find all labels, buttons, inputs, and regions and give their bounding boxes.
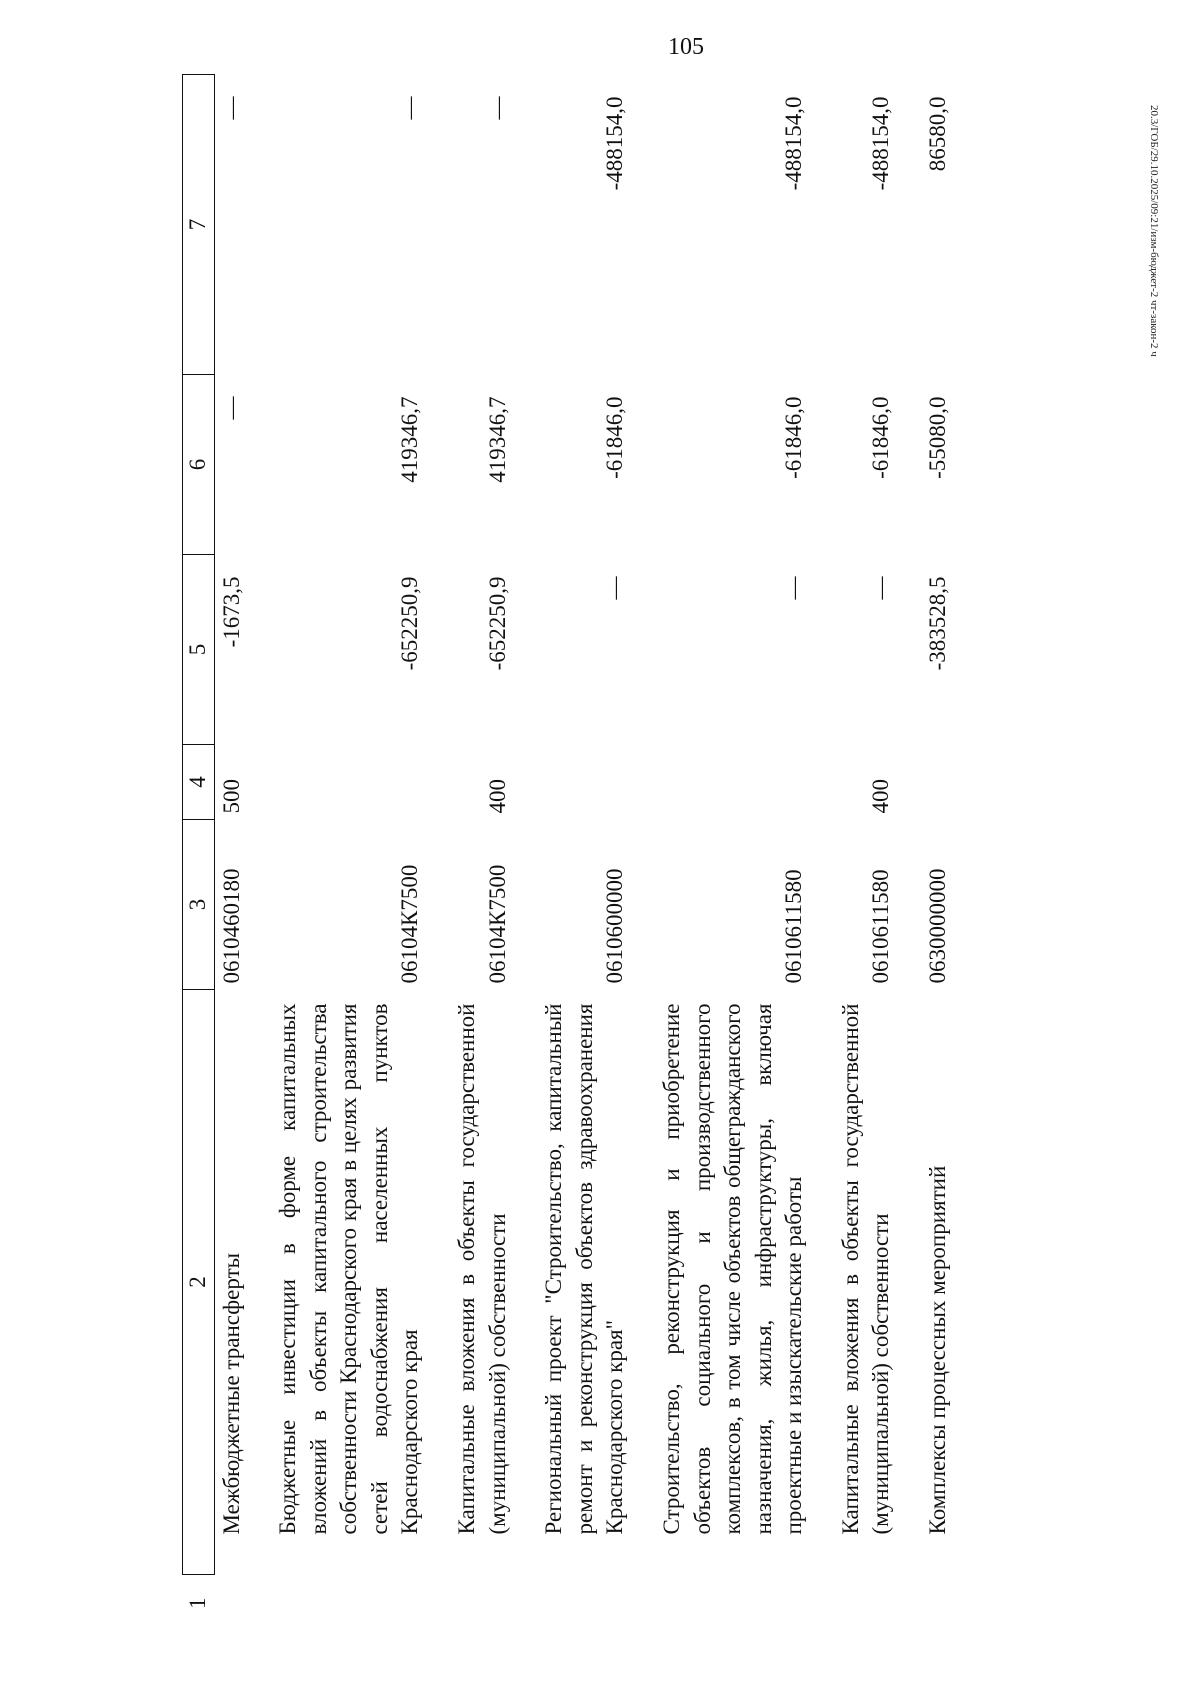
- header-cell-7: 7: [183, 75, 215, 375]
- header-cell-1: 1: [185, 1597, 210, 1609]
- row-name: Бюджетные инвестиции в форме капитальных вложений в объекты капитального строительства собственности Краснодарского края в целях развития сетей водоснабжения населенных пунктов Краснодарского края: [275, 1003, 423, 1535]
- row-col5: —: [868, 576, 894, 600]
- row-col6: -55080,0: [924, 396, 950, 479]
- row-kvr: 400: [868, 779, 894, 814]
- row-col7: —: [397, 96, 423, 120]
- header-cell-4: 4: [183, 745, 215, 820]
- row-name: Региональный проект "Строительство, капитальный ремонт и реконструкция объектов здравоохранения Краснодарского края": [541, 1003, 628, 1535]
- row-col5: —: [602, 576, 628, 600]
- row-name: Комплексы процессных мероприятий: [924, 1165, 950, 1535]
- page-number: 105: [668, 34, 704, 60]
- row-name: Капитальные вложения в объекты государственной (муниципальной) собственности: [837, 1003, 894, 1535]
- table-row: [537, 75, 633, 1575]
- row-kvr: [921, 745, 956, 820]
- row-name: Капитальные вложения в объекты государственной (муниципальной) собственности: [454, 1003, 510, 1535]
- header-cell-5: 5: [183, 555, 215, 745]
- table-row: [271, 75, 428, 1575]
- row-col7: -488154,0: [781, 96, 807, 191]
- row-code: 0610611580: [868, 869, 894, 984]
- row-col5: -1673,5: [218, 576, 244, 648]
- row-col5: -383528,5: [924, 576, 950, 671]
- table-row: [450, 75, 515, 1575]
- row-col7: —: [484, 96, 510, 120]
- row-code: 0610611580: [781, 869, 807, 984]
- row-col5: -652250,9: [397, 576, 423, 671]
- row-col5: —: [781, 576, 807, 600]
- row-col7: -488154,0: [602, 96, 628, 191]
- header-cell-6: 6: [183, 375, 215, 555]
- row-col7: —: [218, 96, 244, 120]
- row-col7: -488154,0: [868, 96, 894, 191]
- header-cell-2: 1 2: [183, 990, 215, 1575]
- row-kvr: 500: [218, 779, 244, 814]
- row-code: 0610600000: [602, 868, 628, 984]
- row-col6: 419346,7: [484, 396, 510, 483]
- row-kvr: [271, 745, 428, 820]
- table-row: [655, 75, 812, 1575]
- row-col6: -61846,0: [602, 396, 628, 479]
- row-col7: 86580,0: [924, 96, 950, 172]
- table-row: [214, 75, 249, 1575]
- row-name: Межбюджетные трансферты: [218, 1252, 244, 1535]
- row-col6: 419346,7: [397, 396, 423, 483]
- header-row: [183, 75, 215, 1575]
- row-kvr: [537, 745, 633, 820]
- row-col5: -652250,9: [484, 576, 510, 671]
- budget-table: [182, 74, 956, 1609]
- rotated-table-frame: [182, 75, 1082, 1609]
- row-kvr: 400: [484, 779, 510, 814]
- row-code: 06104К7500: [397, 864, 423, 984]
- row-kvr: [655, 745, 812, 820]
- row-code: 0610460180: [218, 868, 244, 984]
- document-code: 20.3/ГОБ/29.10.2025/09:21/изм-бюджет-2 чт-закон-2 ч: [1148, 105, 1160, 357]
- row-col6: -61846,0: [868, 396, 894, 479]
- table-row: [834, 75, 899, 1575]
- row-col6: -61846,0: [781, 396, 807, 479]
- row-name: Строительство, реконструкция и приобретение объектов социального и производственного комплексов, в том числе объектов общегражданского назначения, жилья, инфраструктуры, включая проектные и изыскательские работы: [658, 1003, 807, 1535]
- table-row: [921, 75, 956, 1575]
- row-code: 06104К7500: [484, 864, 510, 984]
- header-cell-3: 3: [183, 820, 215, 990]
- row-col6: —: [218, 396, 244, 420]
- row-code: 0630000000: [924, 868, 950, 984]
